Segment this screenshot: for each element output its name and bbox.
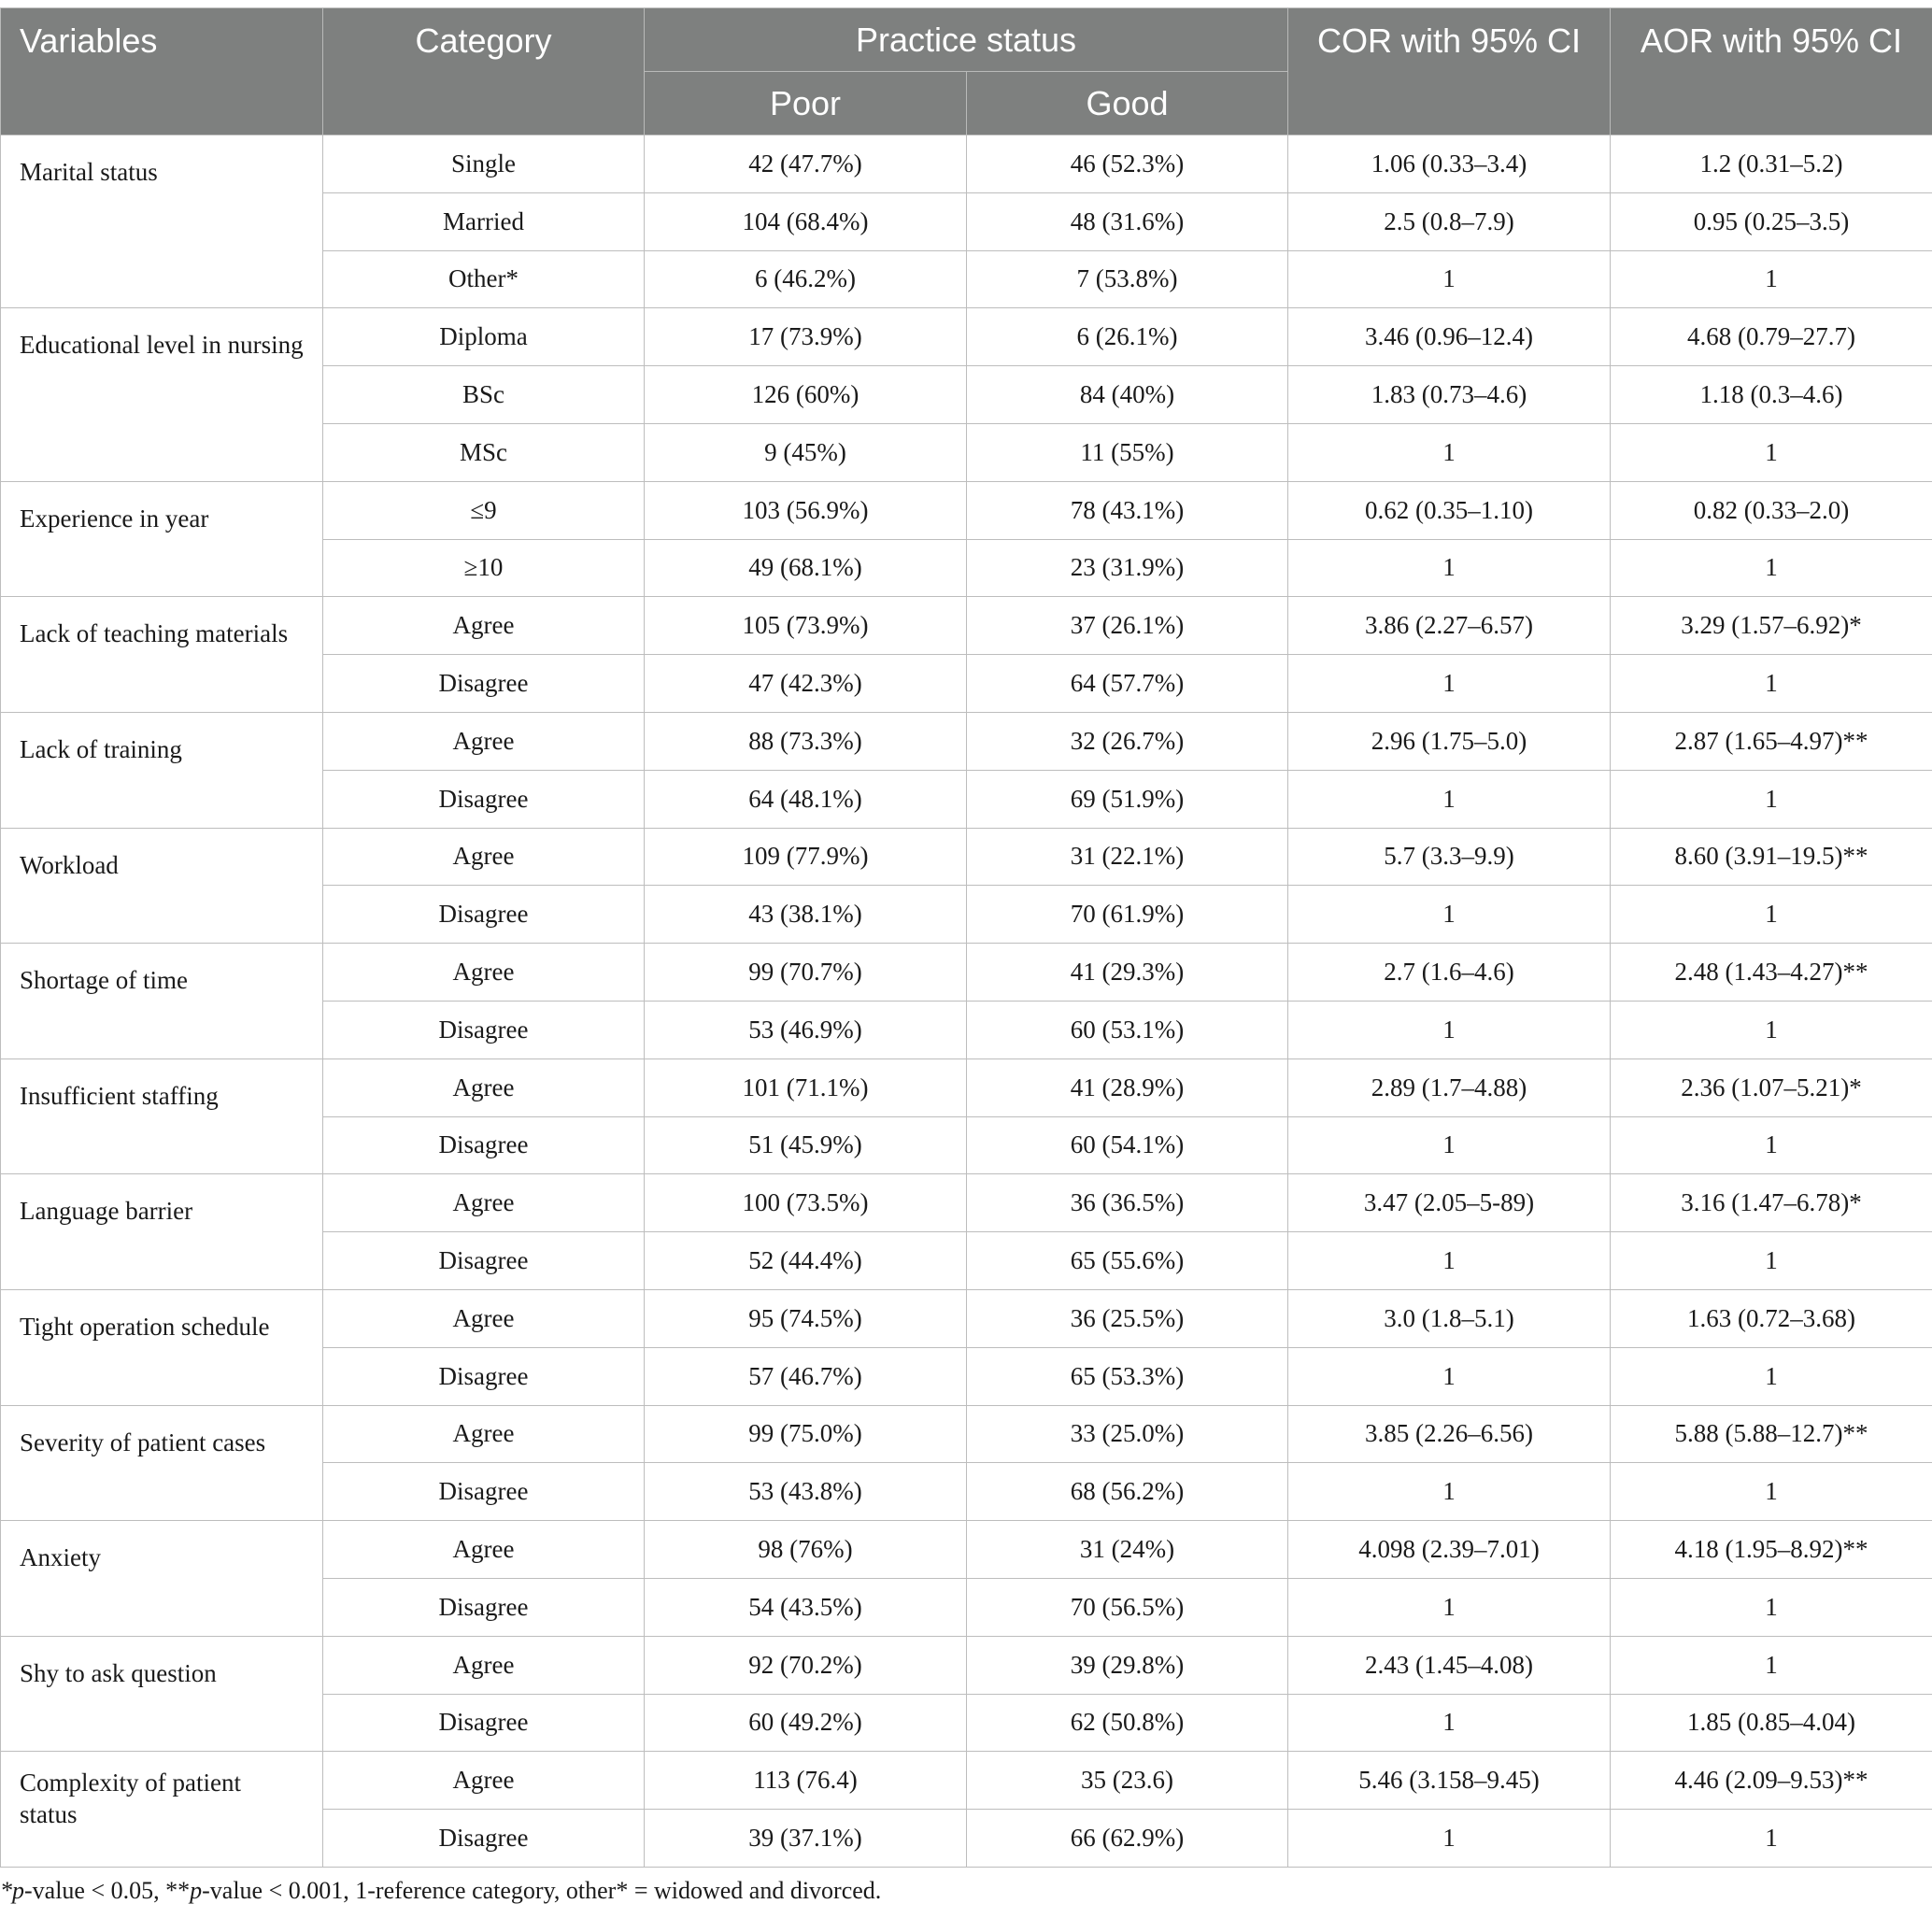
header-variables: Variables (1, 8, 323, 135)
cell-poor: 92 (70.2%) (645, 1636, 967, 1694)
cell-poor: 64 (48.1%) (645, 770, 967, 828)
cell-category: MSc (323, 423, 645, 481)
cell-cor: 1 (1288, 1116, 1611, 1174)
cell-aor: 1 (1611, 655, 1932, 713)
table-row (1, 1405, 1932, 1463)
cell-good: 11 (55%) (967, 423, 1288, 481)
cell-cor: 5.7 (3.3–9.9) (1288, 828, 1611, 886)
cell-aor: 1 (1611, 1578, 1932, 1636)
table-row (1, 1521, 1932, 1579)
cell-category: Agree (323, 1174, 645, 1232)
table-row (1, 1636, 1932, 1694)
cell-aor: 1 (1611, 423, 1932, 481)
cell-aor: 1.18 (0.3–4.6) (1611, 366, 1932, 424)
variable-name: Anxiety (1, 1521, 323, 1637)
cell-aor: 1 (1611, 1001, 1932, 1058)
cell-aor: 1 (1611, 539, 1932, 597)
cell-good: 78 (43.1%) (967, 481, 1288, 539)
cell-cor: 2.7 (1.6–4.6) (1288, 944, 1611, 1002)
cell-cor: 3.85 (2.26–6.56) (1288, 1405, 1611, 1463)
cell-cor: 1 (1288, 539, 1611, 597)
cell-category: Agree (323, 1521, 645, 1579)
cell-cor: 1 (1288, 1810, 1611, 1868)
cell-aor: 1.63 (0.72–3.68) (1611, 1289, 1932, 1347)
cell-poor: 101 (71.1%) (645, 1058, 967, 1116)
cell-category: Agree (323, 1058, 645, 1116)
cell-category: Disagree (323, 1001, 645, 1058)
cell-aor: 1 (1611, 886, 1932, 944)
table-row (1, 944, 1932, 1002)
cell-category: Disagree (323, 770, 645, 828)
cell-good: 23 (31.9%) (967, 539, 1288, 597)
cell-good: 68 (56.2%) (967, 1463, 1288, 1521)
cell-category: Agree (323, 1636, 645, 1694)
table-body (1, 135, 1932, 1868)
variable-name: Marital status (1, 135, 323, 308)
cell-poor: 51 (45.9%) (645, 1116, 967, 1174)
cell-poor: 17 (73.9%) (645, 308, 967, 366)
cell-category: Agree (323, 1752, 645, 1810)
cell-category: Agree (323, 1405, 645, 1463)
cell-cor: 4.098 (2.39–7.01) (1288, 1521, 1611, 1579)
cell-cor: 2.5 (0.8–7.9) (1288, 192, 1611, 250)
cell-poor: 100 (73.5%) (645, 1174, 967, 1232)
cell-aor: 2.87 (1.65–4.97)** (1611, 712, 1932, 770)
header-practice-status: Practice status (645, 8, 1288, 72)
cell-good: 48 (31.6%) (967, 192, 1288, 250)
cell-cor: 1 (1288, 1463, 1611, 1521)
cell-aor: 4.68 (0.79–27.7) (1611, 308, 1932, 366)
cell-cor: 3.0 (1.8–5.1) (1288, 1289, 1611, 1347)
cell-category: Disagree (323, 1232, 645, 1290)
cell-aor: 1.2 (0.31–5.2) (1611, 135, 1932, 193)
cell-poor: 54 (43.5%) (645, 1578, 967, 1636)
cell-category: Agree (323, 828, 645, 886)
cell-cor: 3.47 (2.05–5-89) (1288, 1174, 1611, 1232)
cell-cor: 1.83 (0.73–4.6) (1288, 366, 1611, 424)
cell-poor: 47 (42.3%) (645, 655, 967, 713)
cell-cor: 1 (1288, 1001, 1611, 1058)
cell-cor: 2.96 (1.75–5.0) (1288, 712, 1611, 770)
cell-category: Single (323, 135, 645, 193)
cell-poor: 103 (56.9%) (645, 481, 967, 539)
cell-good: 65 (53.3%) (967, 1347, 1288, 1405)
table-row (1, 135, 1932, 193)
cell-cor: 3.86 (2.27–6.57) (1288, 597, 1611, 655)
cell-category: Disagree (323, 1694, 645, 1752)
cell-good: 66 (62.9%) (967, 1810, 1288, 1868)
cell-good: 7 (53.8%) (967, 250, 1288, 308)
cell-aor: 1 (1611, 1116, 1932, 1174)
cell-poor: 105 (73.9%) (645, 597, 967, 655)
header-category: Category (323, 8, 645, 135)
table-row (1, 1289, 1932, 1347)
cell-aor: 1.85 (0.85–4.04) (1611, 1694, 1932, 1752)
cell-cor: 1 (1288, 886, 1611, 944)
cell-poor: 53 (46.9%) (645, 1001, 967, 1058)
variable-name: Complexity of patient status (1, 1752, 323, 1868)
cell-good: 41 (29.3%) (967, 944, 1288, 1002)
table-row (1, 1058, 1932, 1116)
table-row (1, 1752, 1932, 1810)
header-cor: COR with 95% CI (1288, 8, 1611, 135)
cell-aor: 1 (1611, 250, 1932, 308)
cell-category: Disagree (323, 1347, 645, 1405)
cell-cor: 2.89 (1.7–4.88) (1288, 1058, 1611, 1116)
cell-cor: 2.43 (1.45–4.08) (1288, 1636, 1611, 1694)
cell-category: ≤9 (323, 481, 645, 539)
table-row (1, 712, 1932, 770)
cell-cor: 3.46 (0.96–12.4) (1288, 308, 1611, 366)
cell-cor: 1 (1288, 1578, 1611, 1636)
cell-good: 36 (25.5%) (967, 1289, 1288, 1347)
cell-aor: 0.82 (0.33–2.0) (1611, 481, 1932, 539)
cell-poor: 99 (70.7%) (645, 944, 967, 1002)
cell-poor: 104 (68.4%) (645, 192, 967, 250)
cell-poor: 52 (44.4%) (645, 1232, 967, 1290)
cell-aor: 2.36 (1.07–5.21)* (1611, 1058, 1932, 1116)
cell-poor: 95 (74.5%) (645, 1289, 967, 1347)
cell-poor: 9 (45%) (645, 423, 967, 481)
header-poor: Poor (645, 72, 967, 135)
cell-category: Agree (323, 712, 645, 770)
cell-cor: 1 (1288, 250, 1611, 308)
cell-category: Agree (323, 944, 645, 1002)
cell-cor: 0.62 (0.35–1.10) (1288, 481, 1611, 539)
cell-cor: 1.06 (0.33–3.4) (1288, 135, 1611, 193)
cell-good: 84 (40%) (967, 366, 1288, 424)
table-row (1, 828, 1932, 886)
cell-aor: 3.29 (1.57–6.92)* (1611, 597, 1932, 655)
cell-good: 60 (53.1%) (967, 1001, 1288, 1058)
cell-poor: 88 (73.3%) (645, 712, 967, 770)
variable-name: Lack of training (1, 712, 323, 828)
cell-category: Other* (323, 250, 645, 308)
cell-aor: 3.16 (1.47–6.78)* (1611, 1174, 1932, 1232)
cell-good: 70 (61.9%) (967, 886, 1288, 944)
cell-good: 39 (29.8%) (967, 1636, 1288, 1694)
cell-category: BSc (323, 366, 645, 424)
odds-ratio-table (0, 7, 1932, 1868)
cell-aor: 1 (1611, 1232, 1932, 1290)
variable-name: Lack of teaching materials (1, 597, 323, 713)
variable-name: Shortage of time (1, 944, 323, 1059)
variable-name: Workload (1, 828, 323, 944)
cell-aor: 5.88 (5.88–12.7)** (1611, 1405, 1932, 1463)
cell-good: 62 (50.8%) (967, 1694, 1288, 1752)
table-footnote: *p-value < 0.05, **p-value < 0.001, 1-reference category, other* = widowed and divorced. (0, 1877, 882, 1904)
cell-good: 33 (25.0%) (967, 1405, 1288, 1463)
cell-cor: 1 (1288, 1347, 1611, 1405)
cell-poor: 6 (46.2%) (645, 250, 967, 308)
variable-name: Language barrier (1, 1174, 323, 1290)
cell-aor: 0.95 (0.25–3.5) (1611, 192, 1932, 250)
cell-aor: 1 (1611, 770, 1932, 828)
table-row (1, 1174, 1932, 1232)
cell-good: 69 (51.9%) (967, 770, 1288, 828)
cell-good: 31 (22.1%) (967, 828, 1288, 886)
cell-poor: 53 (43.8%) (645, 1463, 967, 1521)
cell-category: Disagree (323, 1578, 645, 1636)
header-good: Good (967, 72, 1288, 135)
variable-name: Shy to ask question (1, 1636, 323, 1752)
cell-aor: 1 (1611, 1636, 1932, 1694)
cell-poor: 57 (46.7%) (645, 1347, 967, 1405)
cell-cor: 1 (1288, 1694, 1611, 1752)
cell-aor: 1 (1611, 1810, 1932, 1868)
variable-name: Insufficient staffing (1, 1058, 323, 1174)
cell-category: Disagree (323, 1116, 645, 1174)
cell-poor: 60 (49.2%) (645, 1694, 967, 1752)
cell-poor: 42 (47.7%) (645, 135, 967, 193)
cell-cor: 1 (1288, 770, 1611, 828)
variable-name: Educational level in nursing (1, 308, 323, 481)
cell-good: 36 (36.5%) (967, 1174, 1288, 1232)
table-row (1, 308, 1932, 366)
cell-good: 70 (56.5%) (967, 1578, 1288, 1636)
cell-poor: 43 (38.1%) (645, 886, 967, 944)
cell-poor: 99 (75.0%) (645, 1405, 967, 1463)
cell-poor: 113 (76.4) (645, 1752, 967, 1810)
cell-good: 65 (55.6%) (967, 1232, 1288, 1290)
variable-name: Severity of patient cases (1, 1405, 323, 1521)
cell-cor: 1 (1288, 423, 1611, 481)
cell-good: 37 (26.1%) (967, 597, 1288, 655)
cell-poor: 109 (77.9%) (645, 828, 967, 886)
cell-poor: 39 (37.1%) (645, 1810, 967, 1868)
variable-name: Tight operation schedule (1, 1289, 323, 1405)
cell-poor: 98 (76%) (645, 1521, 967, 1579)
cell-category: Disagree (323, 1810, 645, 1868)
cell-category: Diploma (323, 308, 645, 366)
cell-good: 64 (57.7%) (967, 655, 1288, 713)
cell-good: 32 (26.7%) (967, 712, 1288, 770)
cell-good: 46 (52.3%) (967, 135, 1288, 193)
cell-aor: 8.60 (3.91–19.5)** (1611, 828, 1932, 886)
cell-good: 41 (28.9%) (967, 1058, 1288, 1116)
table-header (1, 8, 1932, 135)
cell-good: 6 (26.1%) (967, 308, 1288, 366)
cell-category: Agree (323, 597, 645, 655)
cell-aor: 4.46 (2.09–9.53)** (1611, 1752, 1932, 1810)
cell-good: 31 (24%) (967, 1521, 1288, 1579)
cell-aor: 1 (1611, 1347, 1932, 1405)
cell-good: 60 (54.1%) (967, 1116, 1288, 1174)
table-row (1, 481, 1932, 539)
cell-category: Agree (323, 1289, 645, 1347)
cell-cor: 1 (1288, 655, 1611, 713)
cell-poor: 126 (60%) (645, 366, 967, 424)
variable-name: Experience in year (1, 481, 323, 597)
cell-cor: 5.46 (3.158–9.45) (1288, 1752, 1611, 1810)
cell-aor: 2.48 (1.43–4.27)** (1611, 944, 1932, 1002)
cell-aor: 4.18 (1.95–8.92)** (1611, 1521, 1932, 1579)
table-row (1, 597, 1932, 655)
cell-category: Disagree (323, 1463, 645, 1521)
cell-category: Disagree (323, 886, 645, 944)
cell-category: Disagree (323, 655, 645, 713)
cell-good: 35 (23.6) (967, 1752, 1288, 1810)
cell-category: ≥10 (323, 539, 645, 597)
header-aor: AOR with 95% CI (1611, 8, 1932, 135)
cell-cor: 1 (1288, 1232, 1611, 1290)
cell-category: Married (323, 192, 645, 250)
cell-aor: 1 (1611, 1463, 1932, 1521)
cell-poor: 49 (68.1%) (645, 539, 967, 597)
